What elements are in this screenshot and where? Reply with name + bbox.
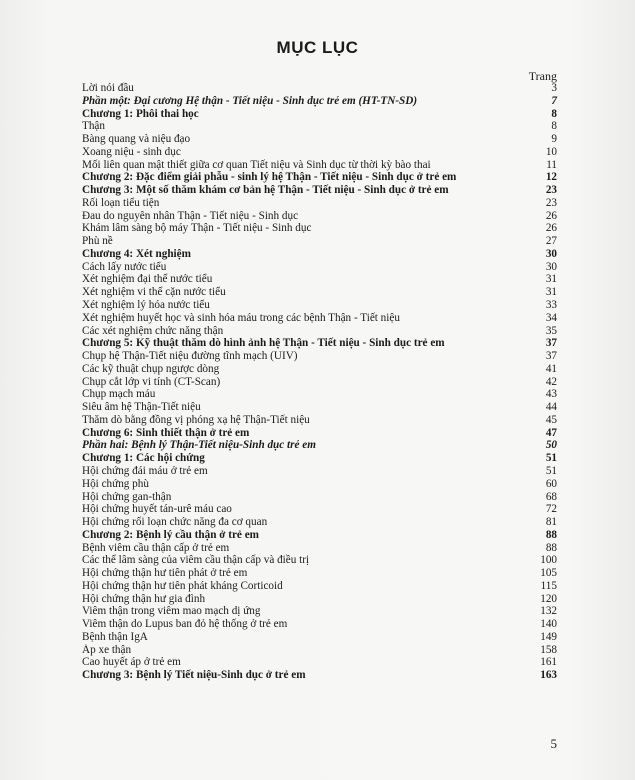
toc-entry: [82, 593, 557, 606]
toc-entry-title: Hội chứng thận hư tiên phát kháng Corticoid: [82, 579, 283, 592]
toc-entry-page: 72: [545, 503, 557, 516]
toc-entry-title: Đau do nguyên nhân Thận - Tiết niệu - Sinh dục: [82, 209, 299, 222]
toc-entry: [82, 222, 557, 235]
toc-entry-page: 33: [545, 299, 557, 312]
toc-entry-page: 26: [545, 222, 557, 235]
toc-entry-page: 47: [545, 426, 557, 439]
toc-entry: [82, 120, 557, 133]
toc-entry: [82, 669, 557, 682]
toc-entry-page: 23: [545, 196, 557, 209]
toc-entry-title: Chương 5: Kỹ thuật thăm dò hình ảnh hệ Thận - Tiết niệu - Sinh dục trẻ em: [82, 337, 445, 350]
toc-entry-title: Cao huyết áp ở trẻ em: [82, 656, 181, 669]
toc-entry-page: 31: [545, 286, 557, 299]
toc-entry-title: Hội chứng huyết tán-urê máu cao: [82, 503, 232, 516]
toc-entry-title: Xét nghiệm đại thể nước tiểu: [82, 273, 213, 286]
toc-entry-page: 44: [545, 401, 557, 414]
toc-entry-title: Xét nghiệm huyết học và sinh hóa máu trong các bệnh Thận - Tiết niệu: [82, 311, 400, 324]
toc-entry-page: 161: [540, 656, 557, 669]
toc-entry-page: 34: [545, 311, 557, 324]
toc-entry: [82, 388, 557, 401]
toc-entry: [82, 286, 557, 299]
toc-entry-page: 115: [540, 579, 557, 592]
toc-entry: [82, 427, 557, 440]
toc-entry-page: 120: [540, 592, 557, 605]
toc-entry-page: 3: [551, 82, 557, 94]
toc-entry-page: 50: [545, 439, 557, 452]
toc-entry-title: Chụp mạch máu: [82, 388, 156, 401]
toc-entry-page: 105: [540, 567, 557, 580]
toc-entry-title: Hội chứng thận hư gia đình: [82, 592, 206, 605]
toc-entry-title: Bệnh thận IgA: [82, 630, 148, 643]
toc-entry: [82, 516, 557, 529]
toc-entry-title: Phù nề: [82, 235, 113, 248]
toc-entry-page: 30: [545, 247, 557, 260]
toc-entry: [82, 554, 557, 567]
toc-entry-title: Lời nói đầu: [82, 82, 134, 94]
toc-entry-page: 149: [540, 630, 557, 643]
toc-entry-page: 37: [545, 350, 557, 363]
toc-entry-title: Siêu âm hệ Thận-Tiết niệu: [82, 401, 201, 414]
toc-entry-title: Chụp cắt lớp vi tính (CT-Scan): [82, 375, 221, 388]
toc-entry-page: 30: [545, 260, 557, 273]
toc-entry: [82, 261, 557, 274]
toc-entry: [82, 273, 557, 286]
toc-entry-page: 140: [540, 618, 557, 631]
toc-entry-title: Chương 6: Sinh thiết thận ở trẻ em: [82, 426, 250, 439]
toc-entry: [82, 414, 557, 427]
toc-entry: [82, 171, 557, 184]
toc-entry-page: 43: [545, 388, 557, 401]
toc-entry-page: 163: [540, 669, 557, 682]
toc-entry-page: 45: [545, 413, 557, 426]
toc-entry: [82, 248, 557, 261]
toc-entry: [82, 567, 557, 580]
toc-entry: [82, 644, 557, 657]
toc-entry: [82, 325, 557, 338]
toc-entry-page: 12: [545, 171, 557, 184]
toc-entry-page: 158: [540, 643, 557, 656]
toc-entry-title: Chương 3: Bệnh lý Tiết niệu-Sinh dục ở trẻ em: [82, 669, 306, 682]
toc-entry: [82, 656, 557, 669]
toc-entry-page: 11: [546, 158, 557, 171]
toc-entry-title: Rối loạn tiểu tiện: [82, 196, 160, 209]
toc-entry: [82, 197, 557, 210]
toc-entry: [82, 108, 557, 121]
toc-entry-title: Bàng quang và niệu đạo: [82, 133, 191, 146]
toc-entry-title: Hội chứng phù: [82, 477, 149, 490]
toc-entry-title: Xét nghiệm lý hóa nước tiểu: [82, 299, 210, 312]
toc-entry: [82, 299, 557, 312]
toc-entry-page: 88: [545, 541, 557, 554]
toc-entry-title: Phần một: Đại cương Hệ thận - Tiết niệu - Sinh dục trẻ em (HT-TN-SD): [82, 94, 418, 107]
toc-entry-page: 60: [545, 477, 557, 490]
toc-entry-title: Các kỹ thuật chụp ngược dòng: [82, 362, 220, 375]
toc-entry: [82, 363, 557, 376]
toc-entry-title: Hội chứng rối loạn chức năng đa cơ quan: [82, 516, 268, 529]
toc-entry: [82, 337, 557, 350]
toc-entry: [82, 491, 557, 504]
toc-entry-page: 8: [551, 107, 557, 120]
toc-entry: [82, 529, 557, 542]
toc-entry-title: Xét nghiệm vi thể cặn nước tiểu: [82, 286, 226, 299]
toc-entry: [82, 350, 557, 363]
toc-entry-page: 10: [545, 145, 557, 158]
toc-entry: [82, 580, 557, 593]
toc-entry-title: Chụp hệ Thận-Tiết niệu đường tĩnh mạch (UIV): [82, 350, 298, 363]
toc-entry-title: Áp xe thận: [82, 643, 132, 656]
toc-entry-title: Hội chứng gan-thận: [82, 490, 172, 503]
page-title: MỤC LỤC: [276, 38, 359, 57]
toc-entry-page: 37: [545, 337, 557, 350]
toc-entry-title: Phần hai: Bệnh lý Thận-Tiết niệu-Sinh dục trẻ em: [82, 439, 316, 452]
toc-entry: [82, 439, 557, 452]
toc-entry-title: Các xét nghiệm chức năng thận: [82, 324, 224, 337]
toc-entry-title: Viêm thận do Lupus ban đỏ hệ thống ở trẻ em: [82, 618, 288, 631]
toc-entry: [82, 184, 557, 197]
toc-entry: [82, 401, 557, 414]
toc-entry-page: 8: [551, 120, 557, 133]
toc-entry-page: 9: [551, 133, 557, 146]
toc-entry-page: 35: [545, 324, 557, 337]
toc-entry-page: 81: [545, 516, 557, 529]
toc-entry: [82, 82, 557, 95]
toc-entry-title: Thận: [82, 120, 105, 133]
table-of-contents: [82, 82, 557, 682]
toc-entry-title: Khám lâm sàng bộ máy Thận - Tiết niệu - Sinh dục: [82, 222, 312, 235]
toc-entry-title: Các thể lâm sàng của viêm cầu thận cấp và điều trị: [82, 554, 310, 567]
toc-entry-page: 7: [551, 94, 557, 107]
toc-entry: [82, 210, 557, 223]
toc-entry-title: Viêm thận trong viêm mao mạch dị ứng: [82, 605, 261, 618]
toc-entry: [82, 478, 557, 491]
page-column-header: Trang: [528, 69, 557, 83]
toc-entry-title: Bệnh viêm cầu thận cấp ở trẻ em: [82, 541, 230, 554]
toc-entry: [82, 312, 557, 325]
toc-entry-title: Chương 1: Các hội chứng: [82, 452, 205, 465]
toc-entry-page: 42: [545, 375, 557, 388]
toc-entry-page: 27: [545, 235, 557, 248]
page-number: 5: [550, 736, 557, 751]
toc-entry-title: Hội chứng thận hư tiên phát ở trẻ em: [82, 567, 248, 580]
toc-entry: [82, 631, 557, 644]
toc-entry-title: Cách lấy nước tiểu: [82, 260, 167, 273]
toc-entry: [82, 452, 557, 465]
toc-entry-page: 51: [545, 464, 557, 477]
toc-entry-title: Mối liên quan mật thiết giữa cơ quan Tiết niệu và Sinh dục từ thời kỳ bào thai: [82, 158, 431, 171]
toc-entry-title: Hội chứng đái máu ở trẻ em: [82, 464, 208, 477]
toc-entry-page: 23: [545, 184, 557, 197]
toc-entry-title: Chương 1: Phôi thai học: [82, 107, 199, 120]
toc-entry: [82, 146, 557, 159]
toc-entry-title: Chương 4: Xét nghiệm: [82, 247, 191, 260]
toc-entry-page: 100: [540, 554, 557, 567]
toc-entry: [82, 133, 557, 146]
toc-entry-title: Xoang niệu - sinh dục: [82, 145, 181, 158]
toc-entry-title: Chương 2: Bệnh lý cầu thận ở trẻ em: [82, 528, 259, 541]
toc-entry: [82, 376, 557, 389]
toc-entry: [82, 618, 557, 631]
toc-entry: [82, 235, 557, 248]
toc-entry: [82, 95, 557, 108]
toc-entry: [82, 503, 557, 516]
toc-entry-page: 88: [545, 528, 557, 541]
toc-entry-page: 68: [545, 490, 557, 503]
toc-entry-title: Chương 3: Một số thăm khám cơ bản hệ Thận - Tiết niệu - Sinh dục ở trẻ em: [82, 184, 449, 197]
toc-entry-page: 132: [540, 605, 557, 618]
toc-entry: [82, 465, 557, 478]
toc-entry-page: 51: [545, 452, 557, 465]
toc-entry-page: 41: [545, 362, 557, 375]
toc-entry-title: Chương 2: Đặc điểm giải phẫu - sinh lý hệ Thận - Tiết niệu - Sinh dục ở trẻ em: [82, 171, 457, 184]
toc-entry: [82, 159, 557, 172]
toc-entry: [82, 542, 557, 555]
toc-entry-title: Thăm dò bằng đồng vị phóng xạ hệ Thận-Tiết niệu: [82, 413, 310, 426]
toc-entry: [82, 605, 557, 618]
toc-entry-page: 26: [545, 209, 557, 222]
toc-entry-page: 31: [545, 273, 557, 286]
